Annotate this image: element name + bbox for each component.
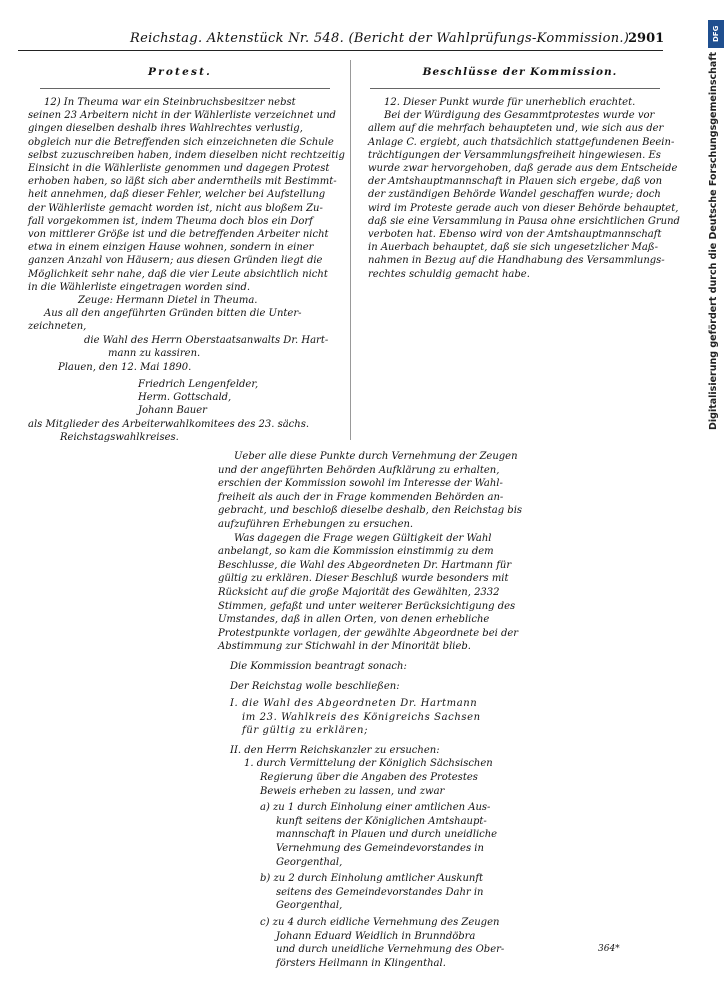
text-line: verboten hat. Ebenso wird von der Amtshauptmannschaft [368, 229, 662, 241]
dfg-logo: DFG [708, 20, 724, 48]
right-decision-paragraph [368, 96, 680, 281]
item-b [218, 872, 663, 913]
text-line: Einsicht in die Wählerliste genommen und dagegen Protest [28, 163, 330, 175]
text-line: Was dagegen die Frage wegen Gültigkeit der Wahl [234, 532, 492, 544]
motion-intro: Die Kommission beantragt sonach: [230, 660, 407, 672]
text-line: mannschaft in Plauen und durch uneidliche [276, 829, 498, 841]
dfg-stamp-text: Digitalisierung gefördert durch die Deutsche Forschungsgemeinschaft [708, 52, 719, 430]
text-line: Ueber alle diese Punkte durch Vernehmung der Zeugen [234, 451, 518, 462]
text-line: fall vorgekommen ist, indem Theuma doch blos ein Dorf [28, 215, 313, 227]
text-line: freiheit als auch der in Frage kommenden Behörden an- [218, 491, 504, 503]
page-header: Reichstag. Aktenstück Nr. 548. (Bericht der Wahlprüfungs-Kommission.) [130, 31, 630, 46]
text-line: für gültig zu erklären; [242, 725, 369, 737]
left-heading-underline [40, 88, 330, 89]
text-line: wurde zwar hervorgehoben, daß gerade aus dem Entscheide [368, 163, 678, 175]
column-divider [350, 60, 351, 440]
text-line: heit annehmen, daß dieser Fehler, welcher bei Aufstellung [28, 189, 326, 201]
text-line: gültig zu erklären. Dieser Beschluß wurde besonders mit [218, 573, 509, 585]
text-line: der zuständigen Behörde Wandel geschaffen wurde; doch [368, 189, 661, 201]
text-line: im 23. Wahlkreis des Königreichs Sachsen [242, 711, 481, 723]
request-quote-line: die Wahl des Herrn Oberstaatsanwalts Dr. Hart- [84, 334, 329, 346]
text-line: 12) In Theuma war ein Steinbruchsbesitzer nebst [44, 97, 296, 108]
resolve-line: Der Reichstag wolle beschließen: [230, 680, 400, 692]
item-II: II. den Herrn Reichskanzler zu ersuchen: [230, 744, 440, 756]
text-line: försters Heilmann in Klingenthal. [276, 957, 446, 969]
findings-paragraph [218, 450, 663, 532]
item-I [218, 697, 663, 738]
witness-line: Zeuge: Hermann Dietel in Theuma. [78, 295, 258, 307]
text-line: I. die Wahl des Abgeordneten Dr. Hartmann [230, 698, 478, 710]
text-line: seinen 23 Arbeitern nicht in der Wählerliste verzeichnet und [28, 110, 336, 122]
text-line: in die Wählerliste eingetragen worden sind. [28, 281, 251, 293]
text-line: in Auerbach behauptet, daß sie sich ungesetzlicher Maß- [368, 242, 658, 254]
text-line: aufzuführen Erhebungen zu ersuchen. [218, 518, 414, 530]
text-line: der Amtshauptmannschaft in Plauen sich ergebe, daß von [368, 176, 663, 188]
text-line: gebracht, und beschloß dieselbe deshalb, den Reichstag bis [218, 505, 523, 517]
right-column-heading: Beschlüsse der Kommission. [422, 66, 618, 78]
text-line: 1. durch Vermittelung der Königlich Sächsischen [244, 758, 493, 770]
text-line: Beweis erheben zu lassen, und zwar [260, 785, 445, 797]
text-line: gingen dieselben deshalb ihres Wahlrechtes verlustig, [28, 123, 303, 135]
text-line: Stimmen, gefaßt und unter weiterer Berücksichtigung des [218, 600, 516, 612]
text-line: 12. Dieser Punkt wurde für unerheblich erachtet. [384, 97, 636, 108]
dfg-stamp [708, 20, 726, 780]
text-line: Vernehmung des Gemeindevorstandes in [276, 843, 484, 855]
validity-paragraph [218, 532, 663, 654]
text-line: selbst zuzuschreiben haben, indem dieselben nicht rechtzeitig [28, 149, 345, 161]
item-a [218, 801, 663, 869]
text-line: Beschlusse, die Wahl des Abgeordneten Dr. Hartmann für [218, 559, 512, 571]
lower-section [218, 450, 663, 970]
item-1 [218, 757, 663, 798]
right-heading-underline [370, 88, 660, 89]
left-column-heading: Protest. [148, 66, 212, 78]
text-line: Reichstagswahlkreises. [60, 432, 179, 443]
text-line: zeichneten, [28, 321, 87, 333]
text-line: wird im Proteste gerade auch von dieser Behörde behauptet, [368, 202, 679, 214]
text-line: a) zu 1 durch Einholung einer amtlichen Aus- [260, 802, 491, 814]
header-rule [18, 50, 663, 51]
text-line: Umstandes, daß in allen Orten, von denen erhebliche [218, 614, 490, 626]
page-number: 2901 [628, 31, 665, 46]
text-line: Georgenthal, [276, 856, 343, 868]
text-line: der Wählerliste gemacht worden ist, nicht aus bloßem Zu- [28, 202, 323, 214]
text-line: und der angeführten Behörden Aufklärung zu erhalten, [218, 464, 500, 476]
text-line: kunft seitens der Königlichen Amtshaupt- [276, 815, 487, 827]
text-line: seitens des Gemeindevorstandes Dahr in [276, 886, 484, 898]
signature-block [138, 378, 258, 417]
text-line: erschien der Kommission sowohl im Interesse der Wahl- [218, 478, 503, 490]
text-line: und durch uneidliche Vernehmung des Ober- [276, 944, 505, 956]
place-date: Plauen, den 12. Mai 1890. [58, 362, 192, 373]
text-line: Regierung über die Angaben des Protestes [260, 772, 478, 784]
text-line: b) zu 2 durch Einholung amtlicher Auskunft [260, 873, 484, 885]
signature-line: Friedrich Lengenfelder, [138, 379, 259, 390]
text-line: anbelangt, so kam die Kommission einstimmig zu dem [218, 546, 494, 558]
text-line: Johann Eduard Weidlich in Brunndöbra [276, 930, 476, 942]
text-line: ganzen Anzahl von Häusern; aus diesen Gründen liegt die [28, 255, 323, 267]
signature-line: Johann Bauer [138, 405, 207, 416]
signature-line: Herm. Gottschald, [138, 392, 232, 403]
committee-line [28, 418, 309, 444]
request-quote-line: mann zu kassiren. [108, 347, 201, 359]
text-line: Möglichkeit sehr nahe, daß die vier Leute absichtlich nicht [28, 268, 328, 280]
text-line: daß sie eine Versammlung in Pausa ohne ersichtlichen Grund [368, 215, 680, 227]
text-line: etwa in einem einzigen Hause wohnen, sondern in einer [28, 242, 314, 254]
text-line: Protestpunkte vorlagen, der gewählte Abgeordnete bei der [218, 627, 519, 639]
text-line: als Mitglieder des Arbeiterwahlkomitees des 23. sächs. [28, 419, 310, 430]
text-line: Anlage C. ergiebt, auch thatsächlich stattgefundenen Beein- [368, 136, 675, 148]
text-line: trächtigungen der Versammlungsfreiheit hingewiesen. Es [368, 149, 661, 161]
text-line: allem auf die mehrfach behaupteten und, wie sich aus der [368, 123, 664, 135]
text-line: Aus all den angeführten Gründen bitten die Unter- [44, 308, 302, 320]
footer-signature-number: 364* [598, 944, 620, 954]
text-line: von mittlerer Größe ist und die betreffenden Arbeiter nicht [28, 229, 329, 241]
text-line: Georgenthal, [276, 900, 343, 912]
text-line: Rücksicht auf die große Majorität des Gewählten, 2332 [218, 586, 500, 598]
text-line: obgleich nur die Betreffenden sich einzeichneten die Schule [28, 136, 334, 148]
text-line: nahmen in Bezug auf die Handhabung des Versammlungs- [368, 255, 665, 267]
left-protest-paragraph [28, 96, 343, 360]
text-line: Bei der Würdigung des Gesammtprotestes wurde vor [384, 110, 655, 122]
text-line: erhoben haben, so läßt sich aber anderntheils mit Bestimmt- [28, 176, 337, 188]
text-line: Abstimmung zur Stichwahl in der Minorität blieb. [218, 641, 471, 653]
item-c [218, 916, 663, 970]
text-line: rechtes schuldig gemacht habe. [368, 268, 530, 280]
text-line: c) zu 4 durch eidliche Vernehmung des Zeugen [260, 917, 500, 928]
